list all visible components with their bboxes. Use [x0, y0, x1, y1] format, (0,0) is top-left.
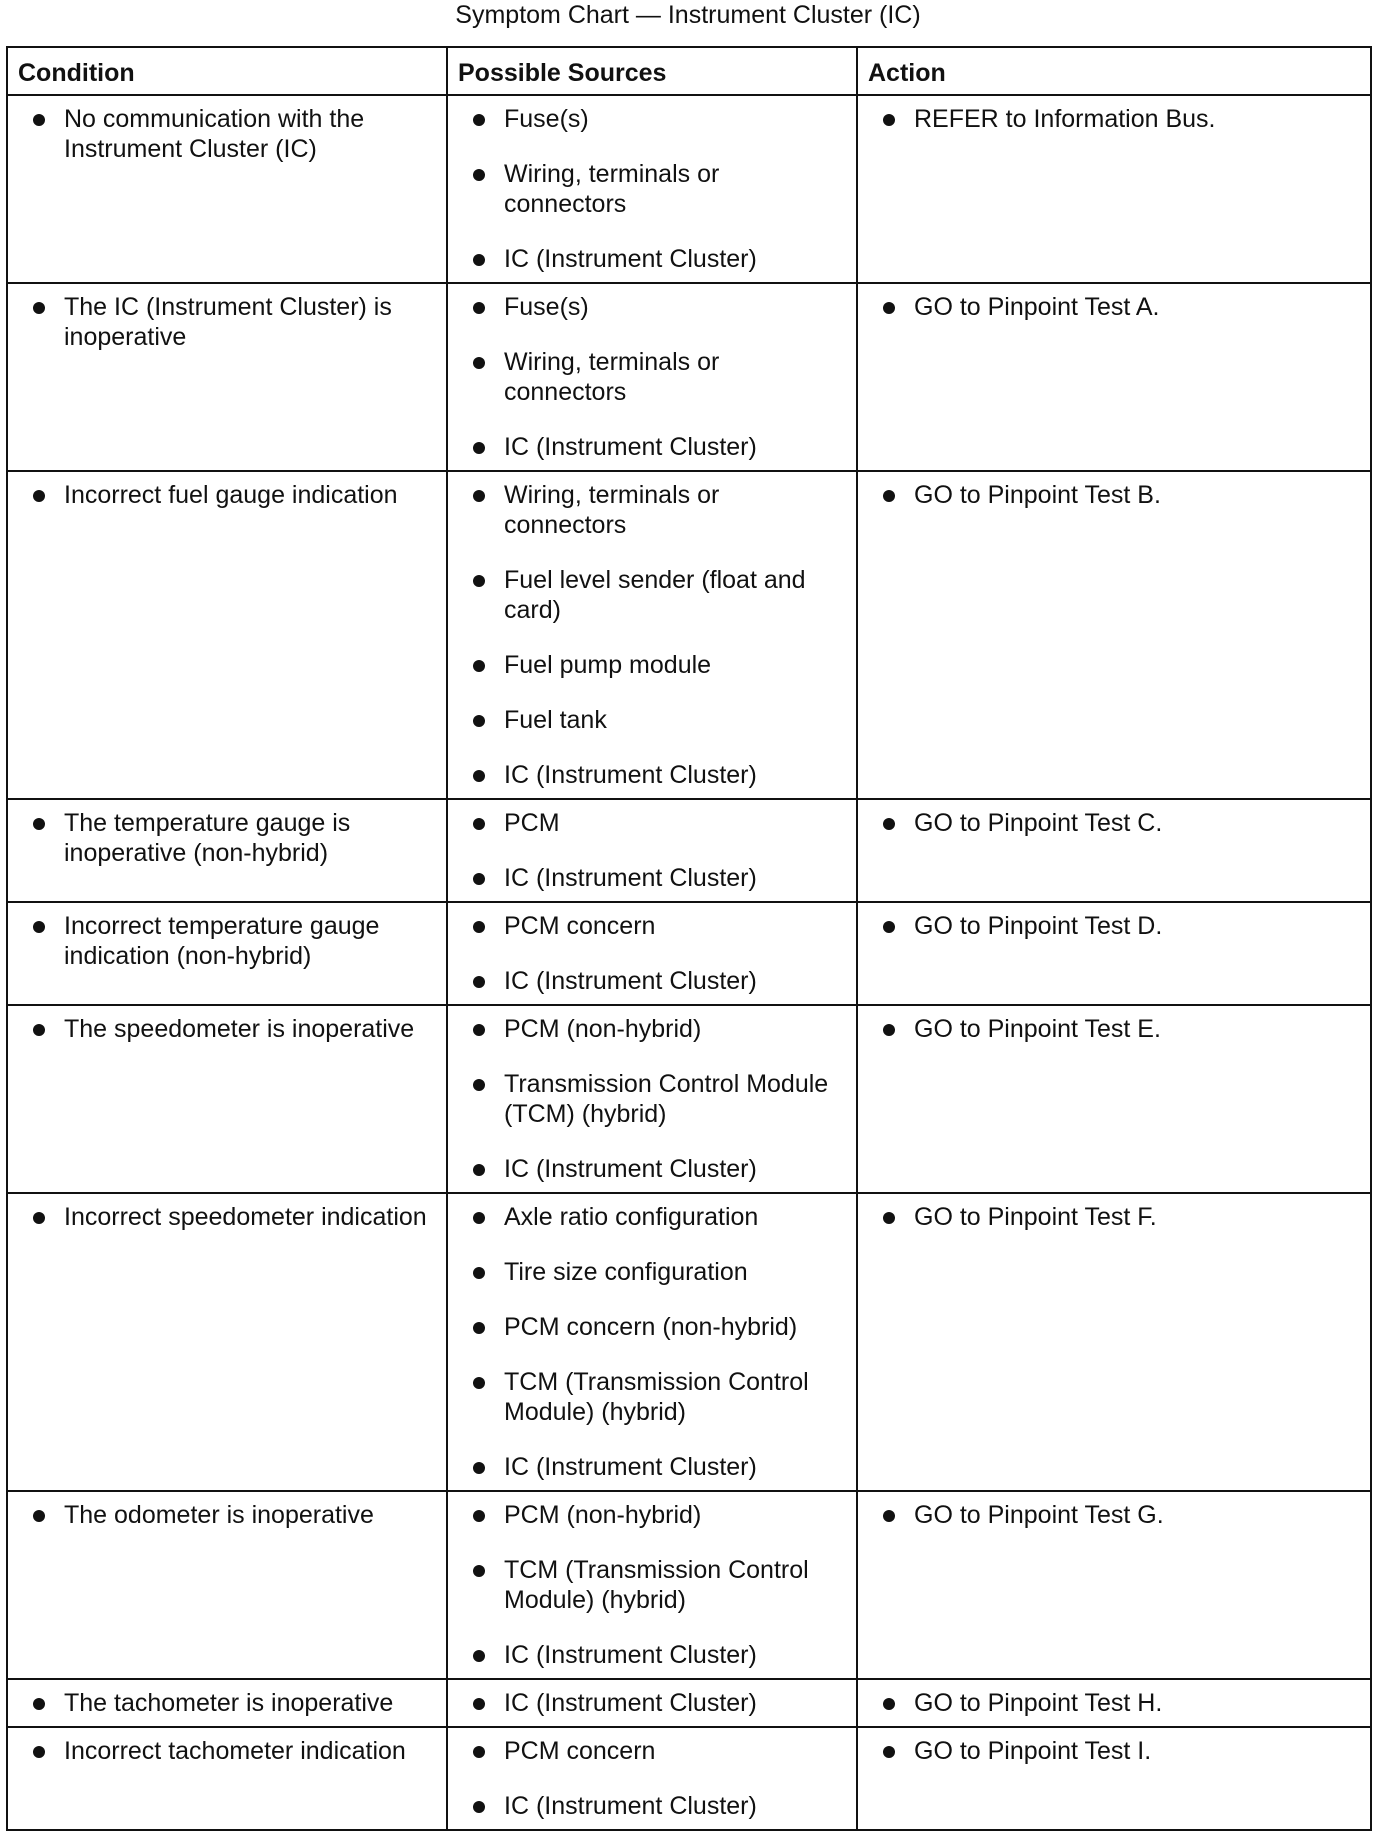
source-item-text: TCM (Transmission Control Module) (hybrid) — [504, 1556, 809, 1614]
table-row — [7, 471, 1371, 799]
bullet-icon — [33, 1746, 45, 1758]
source-item-text: Fuse(s) — [504, 105, 589, 133]
possible-sources-cell — [447, 799, 857, 902]
chart-title: Symptom Chart — Instrument Cluster (IC) — [455, 1, 921, 29]
condition-item — [8, 292, 438, 352]
source-item-text: Fuel tank — [504, 706, 607, 734]
possible-sources-cell — [447, 1491, 857, 1679]
possible-sources-cell — [447, 1005, 857, 1193]
source-item — [448, 808, 848, 838]
bullet-icon — [473, 1510, 485, 1522]
source-item-text: TCM (Transmission Control Module) (hybrid) — [504, 1368, 809, 1426]
condition-item — [8, 480, 438, 510]
source-item — [448, 1500, 848, 1530]
bullet-icon — [33, 1212, 45, 1224]
table-row — [7, 1727, 1371, 1830]
condition-cell — [7, 1193, 447, 1491]
bullet-icon — [473, 442, 485, 454]
source-item-text: Axle ratio configuration — [504, 1203, 759, 1231]
table-row — [7, 1679, 1371, 1727]
bullet-icon — [883, 818, 895, 830]
action-item-text: GO to Pinpoint Test F. — [914, 1203, 1157, 1231]
bullet-icon — [883, 1024, 895, 1036]
bullet-icon — [473, 660, 485, 672]
source-item — [448, 650, 848, 680]
bullet-icon — [473, 1079, 485, 1091]
header-action: Action — [857, 47, 1371, 95]
source-item-text: PCM concern — [504, 912, 656, 940]
source-item — [448, 863, 848, 893]
bullet-icon — [33, 114, 45, 126]
source-item-text: PCM concern — [504, 1737, 656, 1765]
condition-item — [8, 1736, 438, 1766]
symptom-chart-table — [6, 46, 1372, 1831]
source-item — [448, 966, 848, 996]
condition-cell — [7, 799, 447, 902]
source-item — [448, 705, 848, 735]
source-item — [448, 760, 848, 790]
possible-sources-cell — [447, 283, 857, 471]
table-row — [7, 283, 1371, 471]
condition-cell — [7, 95, 447, 283]
bullet-icon — [33, 302, 45, 314]
bullet-icon — [33, 1510, 45, 1522]
bullet-icon — [883, 1698, 895, 1710]
table-row — [7, 799, 1371, 902]
action-item — [858, 480, 1362, 510]
condition-item-text: Incorrect speedometer indication — [64, 1203, 427, 1231]
bullet-icon — [473, 1024, 485, 1036]
source-item-text: IC (Instrument Cluster) — [504, 967, 757, 995]
action-item-text: GO to Pinpoint Test B. — [914, 481, 1161, 509]
bullet-icon — [473, 1267, 485, 1279]
source-item — [448, 1014, 848, 1044]
action-item — [858, 292, 1362, 322]
bullet-icon — [473, 1746, 485, 1758]
possible-sources-cell — [447, 1679, 857, 1727]
bullet-icon — [473, 715, 485, 727]
condition-cell — [7, 902, 447, 1005]
condition-cell — [7, 1679, 447, 1727]
condition-item-text: The IC (Instrument Cluster) is inoperative — [64, 293, 392, 351]
source-item-text: IC (Instrument Cluster) — [504, 433, 757, 461]
source-item — [448, 1555, 848, 1615]
source-item — [448, 104, 848, 134]
action-cell — [857, 1193, 1371, 1491]
bullet-icon — [473, 302, 485, 314]
possible-sources-cell — [447, 902, 857, 1005]
condition-cell — [7, 471, 447, 799]
source-item-text: IC (Instrument Cluster) — [504, 1641, 757, 1669]
source-item — [448, 911, 848, 941]
action-item — [858, 1736, 1362, 1766]
condition-item-text: Incorrect fuel gauge indication — [64, 481, 398, 509]
header-condition: Condition — [7, 47, 447, 95]
bullet-icon — [473, 921, 485, 933]
action-item-text: GO to Pinpoint Test H. — [914, 1689, 1163, 1717]
source-item-text: IC (Instrument Cluster) — [504, 1792, 757, 1820]
action-item — [858, 808, 1362, 838]
action-item-text: GO to Pinpoint Test C. — [914, 809, 1163, 837]
source-item-text: PCM (non-hybrid) — [504, 1015, 702, 1043]
source-item — [448, 244, 848, 274]
action-item — [858, 1500, 1362, 1530]
source-item — [448, 1154, 848, 1184]
action-item-text: GO to Pinpoint Test D. — [914, 912, 1163, 940]
action-cell — [857, 1679, 1371, 1727]
source-item — [448, 1257, 848, 1287]
source-item-text: Fuel level sender (float and card) — [504, 566, 806, 624]
action-cell — [857, 1491, 1371, 1679]
bullet-icon — [473, 1565, 485, 1577]
bullet-icon — [473, 1698, 485, 1710]
table-row — [7, 1193, 1371, 1491]
table-row — [7, 902, 1371, 1005]
source-item-text: Tire size configuration — [504, 1258, 748, 1286]
action-cell — [857, 283, 1371, 471]
action-item — [858, 104, 1362, 134]
action-item — [858, 1014, 1362, 1044]
source-item-text: PCM (non-hybrid) — [504, 1501, 702, 1529]
bullet-icon — [883, 490, 895, 502]
action-cell — [857, 1005, 1371, 1193]
condition-item — [8, 104, 438, 164]
condition-item-text: The odometer is inoperative — [64, 1501, 374, 1529]
chart-body — [7, 95, 1371, 1830]
header-row — [7, 47, 1371, 95]
bullet-icon — [473, 357, 485, 369]
condition-item — [8, 1688, 438, 1718]
bullet-icon — [473, 873, 485, 885]
action-cell — [857, 1727, 1371, 1830]
source-item — [448, 1640, 848, 1670]
source-item — [448, 1736, 848, 1766]
source-item-text: IC (Instrument Cluster) — [504, 245, 757, 273]
bullet-icon — [473, 1164, 485, 1176]
condition-item — [8, 1500, 438, 1530]
action-item-text: GO to Pinpoint Test E. — [914, 1015, 1161, 1043]
bullet-icon — [883, 921, 895, 933]
bullet-icon — [473, 169, 485, 181]
source-item — [448, 480, 848, 540]
bullet-icon — [883, 1510, 895, 1522]
bullet-icon — [473, 1801, 485, 1813]
source-item-text: IC (Instrument Cluster) — [504, 1453, 757, 1481]
source-item — [448, 1312, 848, 1342]
condition-cell — [7, 283, 447, 471]
source-item — [448, 1367, 848, 1427]
action-cell — [857, 799, 1371, 902]
action-cell — [857, 95, 1371, 283]
bullet-icon — [473, 490, 485, 502]
condition-item-text: The speedometer is inoperative — [64, 1015, 415, 1043]
source-item — [448, 347, 848, 407]
bullet-icon — [473, 254, 485, 266]
action-item-text: GO to Pinpoint Test G. — [914, 1501, 1164, 1529]
table-row — [7, 95, 1371, 283]
condition-item — [8, 911, 438, 971]
action-item-text: GO to Pinpoint Test A. — [914, 293, 1160, 321]
source-item-text: Fuel pump module — [504, 651, 712, 679]
source-item-text: Wiring, terminals or connectors — [504, 160, 720, 218]
bullet-icon — [883, 1212, 895, 1224]
source-item-text: IC (Instrument Cluster) — [504, 761, 757, 789]
bullet-icon — [473, 1322, 485, 1334]
source-item-text: Fuse(s) — [504, 293, 589, 321]
condition-cell — [7, 1005, 447, 1193]
source-item-text: IC (Instrument Cluster) — [504, 1689, 757, 1717]
header-possible-sources: Possible Sources — [447, 47, 857, 95]
source-item — [448, 1452, 848, 1482]
condition-cell — [7, 1491, 447, 1679]
action-cell — [857, 902, 1371, 1005]
source-item — [448, 565, 848, 625]
condition-item — [8, 1202, 438, 1232]
bullet-icon — [473, 114, 485, 126]
condition-item — [8, 1014, 438, 1044]
condition-item-text: Incorrect temperature gauge indication (non-hybrid) — [64, 912, 380, 970]
action-item — [858, 911, 1362, 941]
bullet-icon — [33, 1698, 45, 1710]
condition-item-text: The temperature gauge is inoperative (non-hybrid) — [64, 809, 351, 867]
bullet-icon — [473, 770, 485, 782]
source-item-text: Wiring, terminals or connectors — [504, 481, 720, 539]
source-item — [448, 1069, 848, 1129]
source-item-text: IC (Instrument Cluster) — [504, 1155, 757, 1183]
bullet-icon — [883, 114, 895, 126]
action-item — [858, 1688, 1362, 1718]
source-item — [448, 432, 848, 462]
possible-sources-cell — [447, 471, 857, 799]
source-item-text: PCM — [504, 809, 560, 837]
action-item-text: REFER to Information Bus. — [914, 105, 1216, 133]
action-item — [858, 1202, 1362, 1232]
bullet-icon — [473, 1212, 485, 1224]
bullet-icon — [33, 921, 45, 933]
bullet-icon — [473, 976, 485, 988]
action-cell — [857, 471, 1371, 799]
source-item-text: PCM concern (non-hybrid) — [504, 1313, 798, 1341]
possible-sources-cell — [447, 1193, 857, 1491]
condition-cell — [7, 1727, 447, 1830]
action-item-text: GO to Pinpoint Test I. — [914, 1737, 1152, 1765]
condition-item-text: Incorrect tachometer indication — [64, 1737, 406, 1765]
bullet-icon — [473, 1650, 485, 1662]
condition-item-text: The tachometer is inoperative — [64, 1689, 394, 1717]
possible-sources-cell — [447, 95, 857, 283]
bullet-icon — [33, 1024, 45, 1036]
bullet-icon — [33, 818, 45, 830]
bullet-icon — [473, 575, 485, 587]
source-item — [448, 1791, 848, 1821]
bullet-icon — [473, 1377, 485, 1389]
source-item — [448, 1202, 848, 1232]
source-item-text: Transmission Control Module (TCM) (hybrid) — [504, 1070, 829, 1128]
source-item — [448, 292, 848, 322]
bullet-icon — [883, 1746, 895, 1758]
condition-item-text: No communication with the Instrument Cluster (IC) — [64, 105, 365, 163]
source-item-text: Wiring, terminals or connectors — [504, 348, 720, 406]
possible-sources-cell — [447, 1727, 857, 1830]
source-item-text: IC (Instrument Cluster) — [504, 864, 757, 892]
source-item — [448, 159, 848, 219]
bullet-icon — [33, 490, 45, 502]
condition-item — [8, 808, 438, 868]
table-row — [7, 1491, 1371, 1679]
source-item — [448, 1688, 848, 1718]
table-row — [7, 1005, 1371, 1193]
bullet-icon — [473, 1462, 485, 1474]
bullet-icon — [883, 302, 895, 314]
bullet-icon — [473, 818, 485, 830]
